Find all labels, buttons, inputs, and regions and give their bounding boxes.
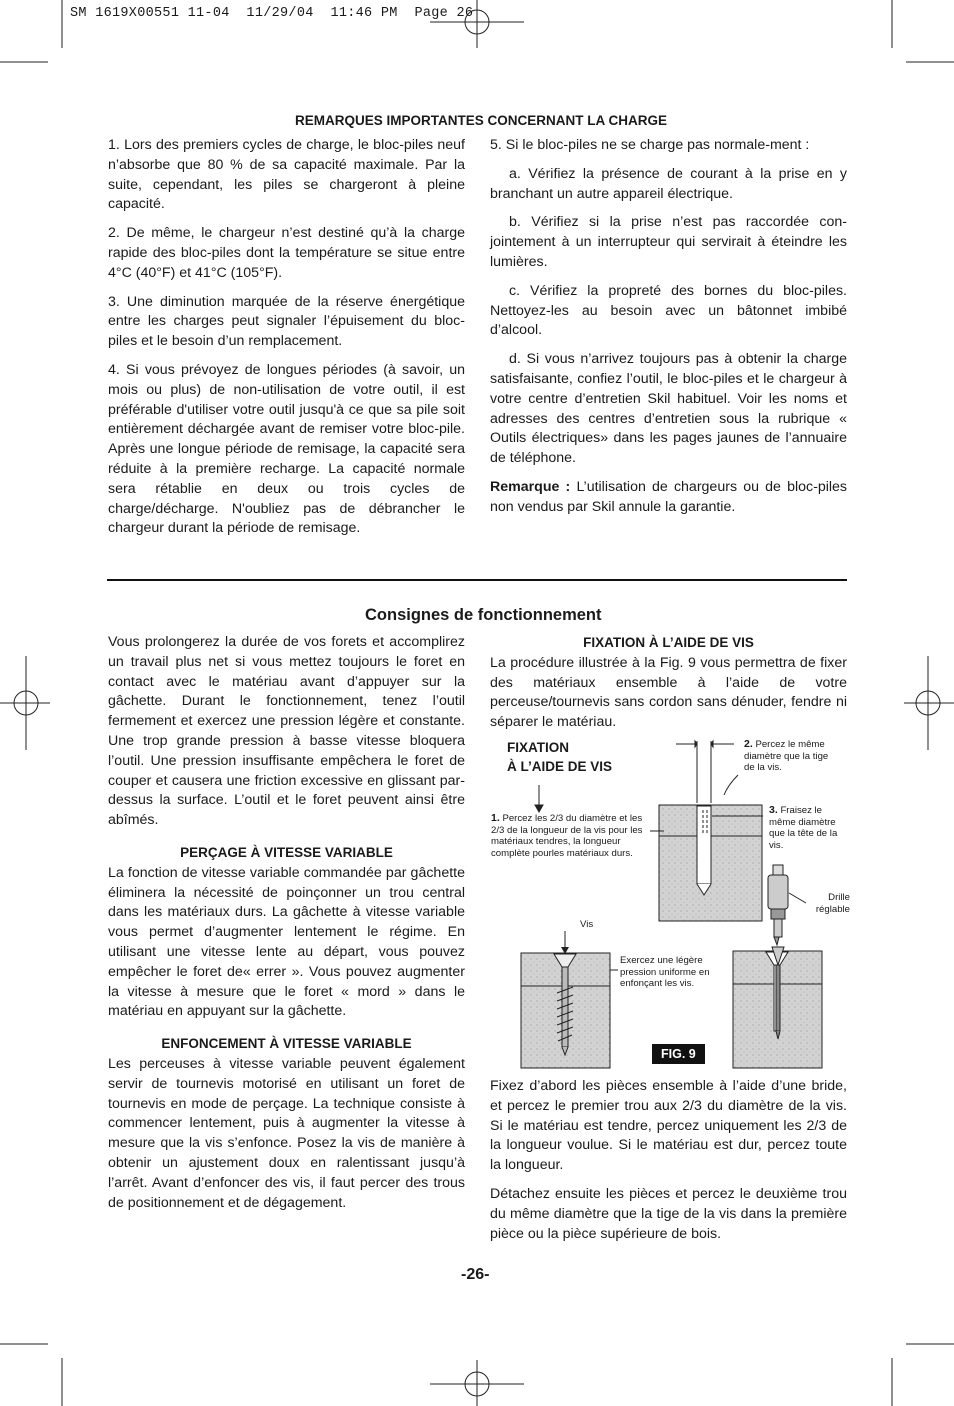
figure-title-line-1: FIXATION: [507, 740, 569, 755]
step-1-text: Percez les 2/3 du diamètre et les 2/3 de la longueur de la vis pour les matériaux tendres, la longueur complète pourles matériaux durs.: [491, 813, 643, 859]
screw-fastening-step-text: Fixez d’abord les pièces ensemble à l’aide d’une bride, et percez le premier trou aux 2/3 du diamètre de la vis. Si le matériau est tendre, percez uniquement les 2/3 de la longueur voulue. Si le matériau est dur, percez toute la longueur.: [490, 1078, 847, 1174]
charge-note-2: 2. De même, le chargeur n’est destiné qu’à la charge rapide des bloc-piles dont la température se situe entre 4°C (40°F) et 41°C (105°F).: [108, 225, 465, 281]
section-divider: [107, 579, 847, 581]
wood-block-screw: [521, 931, 610, 1068]
charge-check-d: d. Si vous n’arrivez toujours pas à obtenir la charge satisfaisante, confiez l’outil, le bloc-piles et le chargeur à votre centre d’entretien Skil habituel. Voir les noms et adresses des centres d’entretien sous la rubrique « Outils électriques» dans les pages jaunes de l’annuaire de téléphone.: [490, 351, 847, 467]
charge-check-b: b. Vérifiez si la prise n’est pas raccordée con-jointement à un interrupteur qui servirait à éteindre les lumières.: [490, 214, 847, 270]
wood-block-pilot-hole: [659, 805, 762, 921]
figure-9: [488, 735, 850, 1073]
charge-heading: REMARQUES IMPORTANTES CONCERNANT LA CHARGE: [295, 113, 668, 128]
variable-driving-text: Les perceuses à vitesse variable peuvent également servir de tournevis motorisé en utilisant un foret de tournevis en mode de perçage. La technique consiste à commencer lentement, puis à augmenter la vitesse à mesure que la vis s’enfonce. Posez la vis de manière à obtenir un ajustement doux en ralentissant jusqu’à l’arrêt. Avant d’enfoncer des vis, il faut percer des trous de positionnement et de dégagement.: [108, 1055, 465, 1211]
step-3-number: 3.: [769, 804, 778, 816]
remark-label: Remarque :: [490, 478, 571, 495]
operations-left-column: [108, 633, 465, 1222]
screw-fastening-diagram: [488, 735, 850, 1073]
figure-step-2: [744, 739, 840, 774]
variable-drilling-heading: PERÇAGE À VITESSE VARIABLE: [180, 844, 393, 860]
charge-note-4: 4. Si vous prévoyez de longues périodes (à savoir, un mois ou plus) de non-utilisation de votre outil, il est préférable d'utiliser votre outil jusqu'à ce que sa pile soit entièrement déchargée avant de remiser votre bloc-pile. Après une longue période de remisage, la capacité sera réduite à la première recharge. La capacité normale sera rétablie en deux ou trois cycles de charge/décharge. N'oubliez pas de débrancher le chargeur durant la période de remisage.: [108, 361, 465, 537]
registration-mark-top: [430, 0, 524, 48]
operations-intro: Vous prolongerez la durée de vos forets et accomplirez un travail plus net si vous mettez toujours le foret en contact avec le matériau avant d’appuyer sur la gâchette. Durant le fonctionnement, tenez l’outil fermement et exercez une pression légère et constante. Une trop grande pression à basse vitesse bloquera l’outil. Une pression insuffisante empêchera le foret de couper et causera une friction excessive en glissant par-dessus la surface. L’outil et le foret peuvent ainsi être abîmés.: [108, 634, 465, 829]
page-number: -26-: [461, 1266, 490, 1283]
step-2-number: 2.: [744, 738, 753, 750]
charge-check-c: c. Vérifiez la propreté des bornes du bloc-piles. Nettoyez-les au besoin avec un bâtonnet imbibé d’alcool.: [490, 282, 847, 339]
variable-driving-heading: ENFONCEMENT À VITESSE VARIABLE: [161, 1036, 412, 1052]
charge-remark: [490, 478, 847, 518]
printer-slug: SM 1619X00551 11-04 11/29/04 11:46 PM Page 26: [70, 6, 474, 21]
step-2-text: Percez le même diamètre que la tige de la vis.: [744, 739, 829, 774]
figure-step-1: [491, 813, 651, 859]
operations-title: Consignes de fonctionnement: [365, 606, 602, 624]
figure-title: [507, 739, 612, 776]
operations-right-bottom: [490, 1077, 847, 1253]
charge-left-column: [108, 136, 465, 548]
variable-drilling-text: La fonction de vitesse variable commandée par gâchette éliminera la nécessité de poinçonner un trou central dans les matériaux durs. La gâchette à vitesse variable vous permet d’augmenter lentement le régime. En utilisant une vitesse lente au départ, vous pouvez empêcher le foret de« errer ». Vous pouvez augmenter la vitesse à mesure que le foret « mord » dans le matériau en appuyant sur la gâchette.: [108, 864, 465, 1020]
registration-mark-right: [904, 656, 954, 750]
charge-note-3: 3. Une diminution marquée de la réserve énergétique entre les charges peut signaler l’épuisement du bloc-piles et le besoin d’un remplacement.: [108, 293, 465, 350]
charge-note-1: 1. Lors des premiers cycles de charge, le bloc-piles neuf n’absorbe que 80 % de sa capacité maximale. Par la suite, cependant, les piles se chargeront à pleine capacité.: [108, 137, 465, 213]
screw-fastening-intro: La procédure illustrée à la Fig. 9 vous permettra de fixer des matériaux ensemble à l’aide de votre perceuse/tournevis sans cordon sans dénuder, fendre ni séparer le matériau.: [490, 654, 847, 731]
operations-right-column: [490, 633, 847, 742]
charge-check-a: a. Vérifiez la présence de courant à la prise en y branchant un autre appareil électrique.: [490, 165, 847, 202]
pressure-label: Exercez une légère pression uniforme en enfonçant les vis.: [620, 955, 710, 990]
registration-mark-left: [0, 656, 50, 750]
step-3-text: Fraisez le même diamètre que la tête de la vis.: [769, 805, 838, 851]
screw-label: Vis: [580, 919, 594, 930]
remark-text: L’utilisation de chargeurs ou de bloc-piles non vendus par Skil annule la garantie.: [490, 478, 847, 515]
screw-fastening-second-hole: Détachez ensuite les pièces et percez le deuxième trou du même diamètre que la tige de la vis dans la première pièce ou la pièce supérieure de bois.: [490, 1185, 847, 1242]
registration-mark-bottom: [430, 1360, 524, 1406]
step-1-number: 1.: [491, 812, 500, 824]
figure-step-3: [769, 805, 839, 851]
adjustable-drill-label: Drille réglable: [815, 892, 850, 915]
screw-fastening-heading: FIXATION À L’AIDE DE VIS: [583, 635, 754, 650]
figure-title-line-2: À L’AIDE DE VIS: [507, 758, 613, 774]
charge-note-5: 5. Si le bloc-piles ne se charge pas normale-ment :: [490, 137, 810, 153]
figure-tag: FIG. 9: [652, 1044, 705, 1064]
charge-right-column: [490, 136, 847, 527]
